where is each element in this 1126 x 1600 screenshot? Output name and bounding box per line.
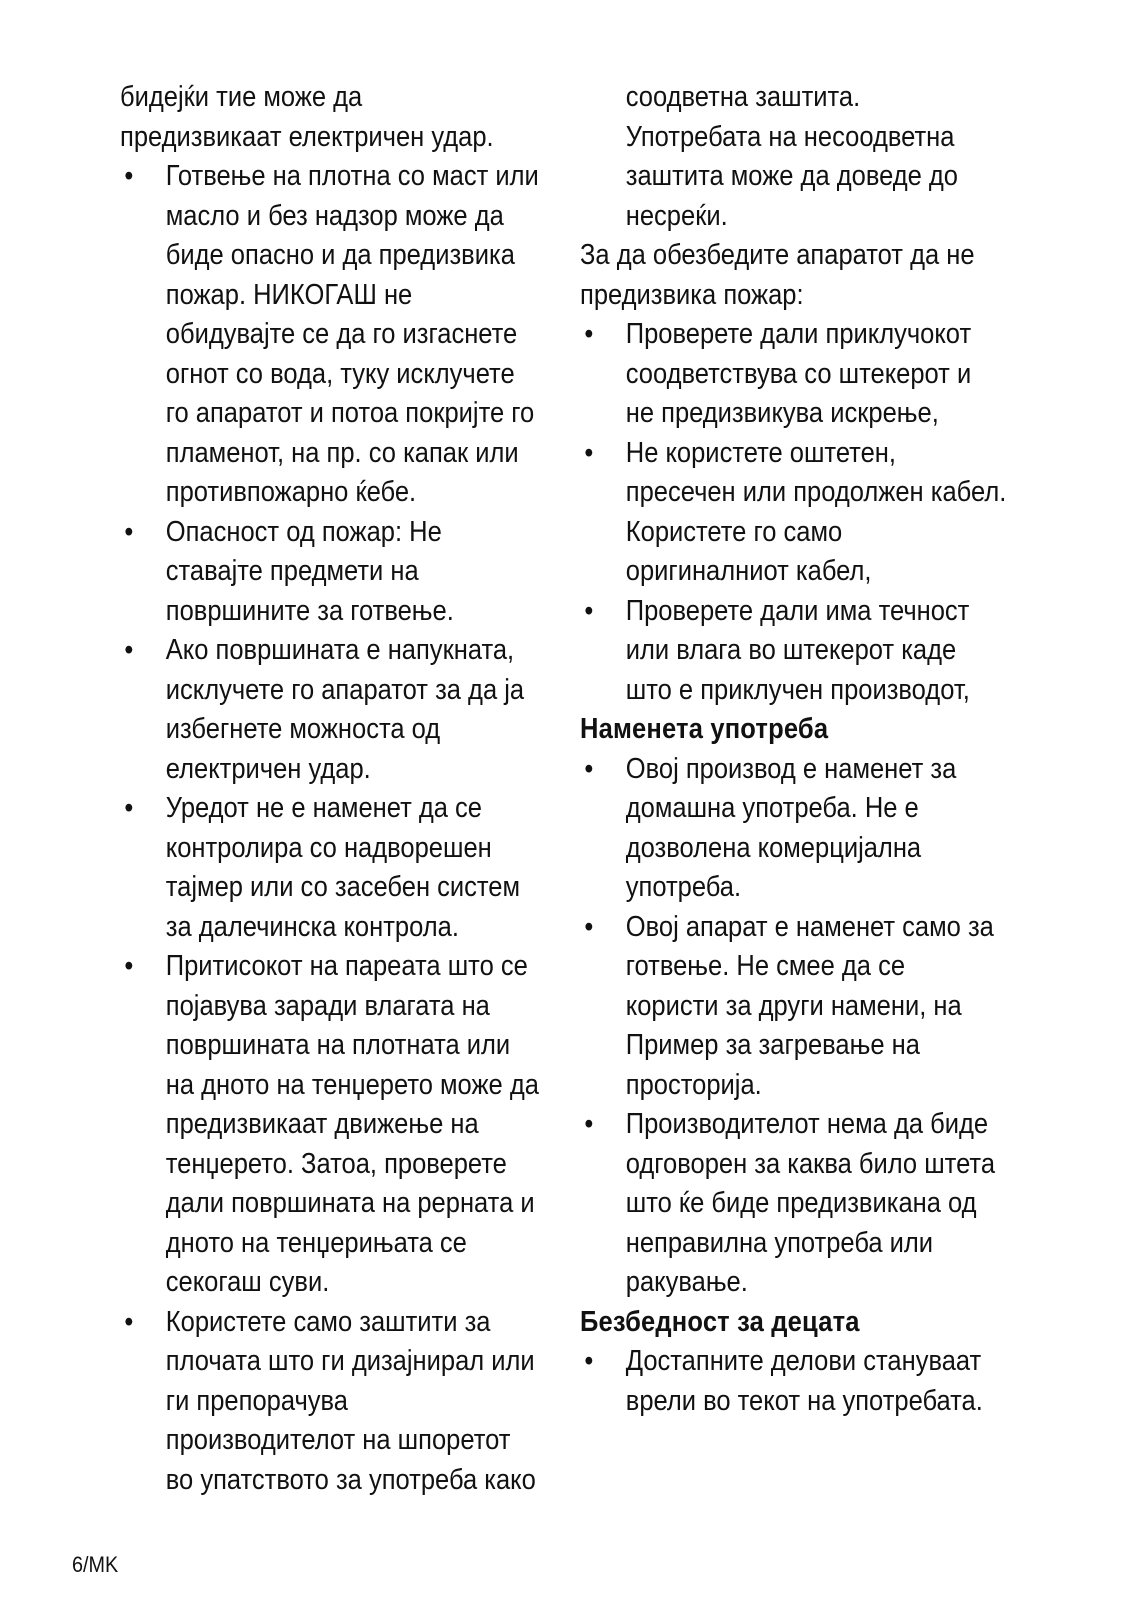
bullet-item [124,947,539,1303]
text-line: ракување. [625,1266,748,1298]
bullet-item [584,908,1040,1106]
text-line: производителот на шпоретот [165,1424,511,1456]
bullet-icon: • [584,910,594,943]
text-line: секогаш суви. [165,1266,330,1298]
text-line: Користете го само [625,515,843,548]
left-column [120,78,539,1500]
text-line: плочата што ги дизајнирал или [165,1345,535,1377]
text-line: масло и без надзор може да [165,199,504,232]
text-line: предизвикаат електричен удар. [120,120,494,153]
text-line: обидувајте се да го изгаснете [165,318,518,350]
text-line: електричен удар. [165,752,371,785]
section-heading-intended-use: Наменета употреба [580,713,829,745]
text-line: употреба. [625,871,742,903]
text-line: што е приклучен производот, [625,673,970,706]
text-line: избегнете можноста од [165,713,441,745]
text-line: предизвикаат движење на [165,1108,479,1140]
text-line: За да обезбедите апаратот да не [580,239,975,271]
text-line: соодветствува со штекерот и [625,357,972,390]
text-line: Опасност од пожар: Не [165,515,442,548]
bullet-icon: • [124,950,134,982]
text-line: го апаратот и потоа покријте го [165,397,535,429]
text-line: Проверете дали има течност [625,594,970,627]
bullet-item [124,631,534,789]
text-line: ставајте предмети на [165,555,419,587]
text-line: Не користете оштетен, [625,436,896,469]
text-line: заштита може да доведе до [625,160,958,192]
bullet-item [124,1303,536,1501]
bullet-icon: • [584,436,594,469]
text-line: Пример за загревање на [625,1029,920,1061]
bullet-item [124,513,534,632]
text-line: соодветна заштита. [625,81,861,113]
text-line: Користете само заштити за [165,1305,491,1338]
text-line: Притисокот на пареата што се [165,950,528,982]
text-line: пожар. НИКОГАШ не [165,278,413,311]
text-line: врели во текот на употребата. [625,1384,983,1417]
text-line: пресечен или продолжен кабел. [625,476,1007,508]
text-line: Овој апарат е наменет само за [625,910,994,943]
text-line: предизвика пожар: [580,278,804,311]
bullet-item [124,789,534,947]
text-line: Употребата на несоодветна [625,120,955,153]
bullet-icon: • [584,1345,594,1377]
text-line: контролира со надворешен [165,831,492,864]
text-line: дали површината на рерната и [165,1187,535,1219]
bullet-item [584,592,1040,711]
bullet-icon: • [124,1305,134,1338]
bullet-item [124,157,539,513]
text-line: не предизвикува искрење, [625,397,939,429]
text-line: одговорен за каква било штета [625,1147,996,1180]
text-line: огнот со вода, туку исклучете [165,357,515,390]
text-line: или влага во штекерот каде [625,634,957,666]
text-line: домашна употреба. Не е [625,792,919,824]
bullet-icon: • [124,792,134,824]
bullet-item [584,434,1040,592]
text-line: тајмер или со засебен систем [165,871,521,903]
text-line: несреќи. [625,199,728,232]
text-line: Уредот не е наменет да се [165,792,482,824]
bullet-icon: • [584,318,594,350]
bullet-item [584,1342,1040,1421]
text-line: Достапните делови стануваат [625,1345,982,1377]
text-line: Готвење на плотна со маст или [165,160,539,192]
bullet-item [584,1105,1040,1303]
text-line: површините за готвење. [165,594,454,627]
text-line: површината на плотната или [165,1029,511,1061]
text-line: дозволена комерцијална [625,831,922,864]
text-line: просторија. [625,1068,762,1101]
text-line: исклучете го апаратот за да ја [165,673,525,706]
bullet-icon: • [124,160,134,192]
text-line: користи за други намени, на [625,989,962,1022]
text-line: неправилна употреба или [625,1226,934,1259]
bullet-item [584,750,1040,908]
bullet-icon: • [584,752,594,785]
text-line: противпожарно ќебе. [165,476,417,508]
text-line: ги препорачува [165,1384,348,1417]
text-line: за далечинска контрола. [165,910,459,943]
text-line: Производителот нема да биде [625,1108,989,1140]
bullet-icon: • [584,594,594,627]
text-line: појавува заради влагата на [165,989,490,1022]
text-line: пламенот, на пр. со капак или [165,436,519,469]
right-column [580,78,1039,1421]
text-line: дното на тенџерињата се [165,1226,467,1259]
bullet-icon: • [124,634,134,666]
bullet-item [584,315,1040,434]
text-line: што ќе биде предизвикана од [625,1187,977,1219]
text-line: на дното на тенџерето може да [165,1068,539,1101]
bullet-icon: • [584,1108,594,1140]
section-heading-child-safety: Безбедност за децата [580,1305,860,1338]
text-line: бидејќи тие може да [120,81,363,113]
text-line: оригиналниот кабел, [625,555,872,587]
text-line: Ако површината е напукната, [165,634,515,666]
text-line: тенџерето. Затоа, проверете [165,1147,507,1180]
text-line: во упатството за употреба како [165,1463,536,1496]
page-number: 6/MK [72,1552,119,1577]
text-line: Проверете дали приклучокот [625,318,972,350]
bullet-icon: • [124,515,134,548]
text-line: Овој производ е наменет за [625,752,957,785]
text-line: готвење. Не смее да се [625,950,906,982]
text-line: биде опасно и да предизвика [165,239,515,271]
